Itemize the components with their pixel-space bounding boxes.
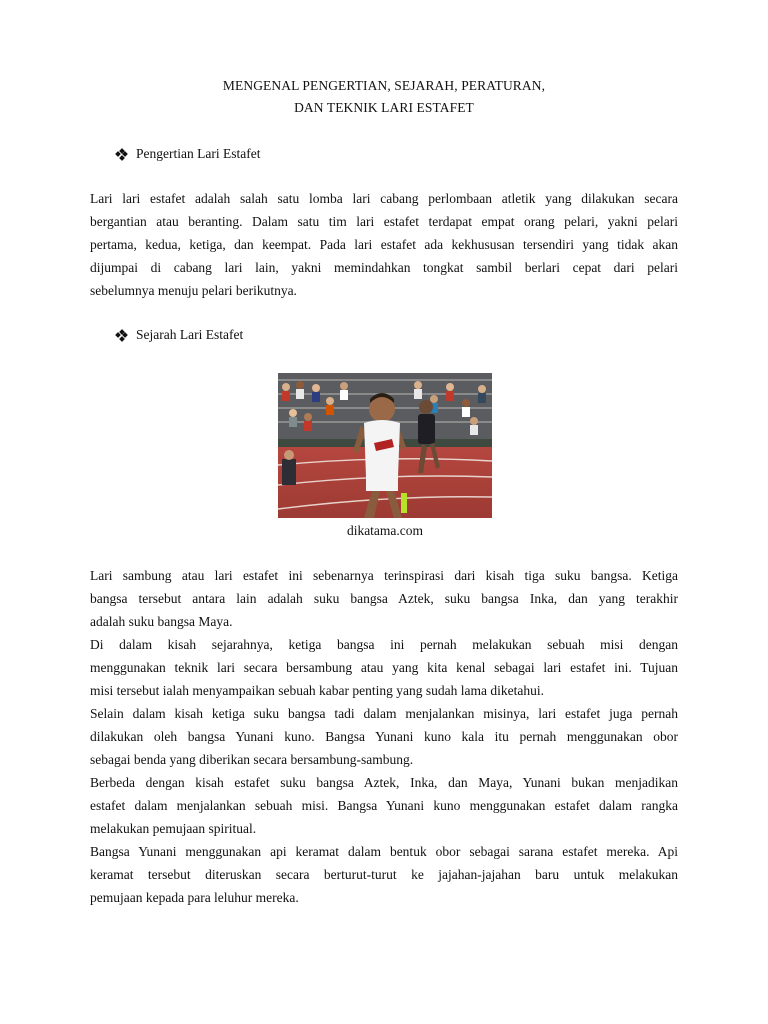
paragraph-sejarah bbox=[90, 564, 678, 909]
paragraph-line: misi tersebut ialah menyampaikan sebuah kabar penting yang sudah lama diketahui. bbox=[90, 683, 544, 698]
diamond-bullet-icon bbox=[116, 149, 127, 160]
paragraph-line: bangsa tersebut antara lain adalah suku bangsa Aztek, suku bangsa Inka, dan yang terakhir bbox=[90, 591, 678, 606]
paragraph-line: Lari sambung atau lari estafet ini sebenarnya terinspirasi dari kisah tiga suku bangsa. Ketiga bbox=[90, 568, 678, 583]
photo-caption: dikatama.com bbox=[346, 523, 424, 538]
document-title-line-2: DAN TEKNIK LARI ESTAFET bbox=[294, 100, 474, 115]
section-heading-sejarah bbox=[116, 327, 243, 343]
paragraph-line: melakukan pemujaan spiritual. bbox=[90, 821, 257, 836]
relay-runner-photo bbox=[278, 373, 492, 518]
section-heading-pengertian bbox=[116, 146, 260, 162]
paragraph-line: Berbeda dengan kisah estafet suku bangsa Aztek, Inka, dan Maya, Yunani bukan menjadikan bbox=[90, 775, 678, 790]
section-heading-text: Pengertian Lari Estafet bbox=[136, 146, 261, 161]
paragraph-line: keramat tersebut diteruskan secara berturut-turut ke jajahan-jajahan baru untuk melakukan bbox=[90, 867, 678, 882]
paragraph-line: pemujaan kepada para leluhur mereka. bbox=[90, 890, 299, 905]
paragraph-line: Di dalam kisah sejarahnya, ketiga bangsa ini pernah melakukan sebuah misi dengan bbox=[90, 637, 678, 652]
paragraph-line: bergantian atau beranting. Dalam satu tim lari estafet terdapat empat orang pelari, yakni pelari bbox=[90, 214, 678, 229]
paragraph-line: estafet dalam menjalankan sebuah misi. Bangsa Yunani kuno menggunakan estafet dalam rangka bbox=[90, 798, 678, 813]
paragraph-line: Bangsa Yunani menggunakan api keramat dalam bentuk obor sebagai sarana estafet mereka. Api bbox=[90, 844, 678, 859]
paragraph-line: sebagai benda yang diberikan secara bersambung-sambung. bbox=[90, 752, 414, 767]
paragraph-line: adalah suku bangsa Maya. bbox=[90, 614, 233, 629]
paragraph-line: Selain dalam kisah ketiga suku bangsa tadi dalam menjalankan misinya, lari estafet juga pernah bbox=[90, 706, 678, 721]
diamond-bullet-icon bbox=[116, 330, 127, 341]
paragraph-line: sebelumnya menuju pelari berikutnya. bbox=[90, 283, 297, 298]
paragraph-line: Lari lari estafet adalah salah satu lomba lari cabang perlombaan atletik yang dilakukan secara bbox=[90, 191, 678, 206]
paragraph-line: dilakukan oleh bangsa Yunani kuno. Bangsa Yunani kuno kala itu pernah menggunakan obor bbox=[90, 729, 678, 744]
paragraph-pengertian bbox=[90, 187, 678, 302]
section-heading-text: Sejarah Lari Estafet bbox=[136, 327, 244, 342]
paragraph-line: dijumpai di cabang lari lain, yakni memindahkan tongkat sambil berlari cepat dari pelari bbox=[90, 260, 678, 275]
paragraph-line: menggunakan teknik lari secara bersambung atau yang kita kenal sebagai lari estafet ini. Tujuan bbox=[90, 660, 678, 675]
paragraph-line: pertama, kedua, ketiga, dan keempat. Pada lari estafet ada kekhususan tersendiri yang tidak akan bbox=[90, 237, 678, 252]
document-title-line-1: MENGENAL PENGERTIAN, SEJARAH, PERATURAN, bbox=[222, 78, 546, 93]
